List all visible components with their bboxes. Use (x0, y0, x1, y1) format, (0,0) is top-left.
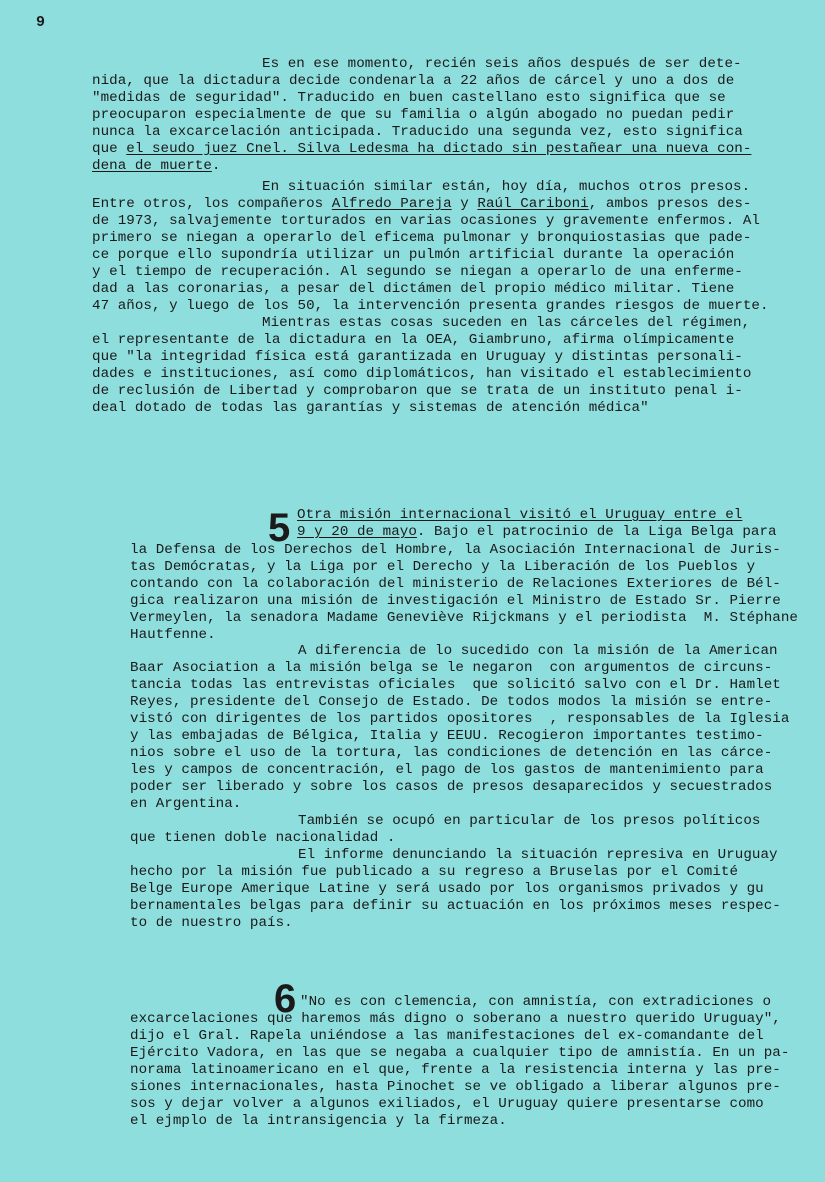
underlined-text: dena de muerte (92, 158, 212, 174)
text-line (92, 197, 751, 211)
text-line: el representante de la dictadura en la OEA, Giambruno, afirma olímpicamente (92, 332, 735, 348)
text-line: y el tiempo de recuperación. Al segundo se niegan a operarlo de una enferme- (92, 264, 743, 280)
text-line: excarcelaciones que haremos más digno o soberano a nuestro querido Uruguay", (130, 1011, 781, 1027)
text-line (297, 525, 777, 539)
text-line: Reyes, presidente del Consejo de Estado. De todos modos la misión se entre- (130, 694, 773, 710)
text-line: Belge Europe Amerique Latine y será usado por los organismos privados y gu (130, 881, 764, 897)
text-line: la Defensa de los Derechos del Hombre, la Asociación Internacional de Juris- (130, 542, 781, 558)
text-line: "medidas de seguridad". Traducido en buen castellano esto significa que se (92, 90, 726, 106)
text-line: nida, que la dictadura decide condenarla a 22 años de cárcel y uno a dos de (92, 73, 735, 89)
text-line: preocuparon especialmente de que su familia o algún abogado no puedan pedir (92, 107, 735, 123)
underlined-text: 9 y 20 de mayo (297, 524, 417, 540)
text-line: tancia todas las entrevistas oficiales que solicitó salvo con el Dr. Hamlet (130, 677, 781, 693)
text-line: to de nuestro país. (130, 915, 293, 931)
text-line: en Argentina. (130, 796, 242, 812)
text-line: de reclusión de Libertad y comprobaron que se trata de un instituto penal i- (92, 383, 743, 399)
text-span: . (211, 158, 221, 174)
text-line: Mientras estas cosas suceden en las cárceles del régimen, (262, 315, 751, 331)
text-span: que (92, 141, 127, 157)
section-number: 5 (268, 506, 291, 550)
text-line: Hautfenne. (130, 627, 216, 643)
text-line: También se ocupó en particular de los presos políticos (298, 813, 761, 829)
text-line (92, 142, 751, 156)
text-line: les y campos de concentración, el pago de los gastos de mantenimiento para (130, 762, 764, 778)
text-line: Ejército Vadora, en las que se negaba a cualquier tipo de amnistía. En un pa- (130, 1045, 790, 1061)
section-heading (297, 508, 742, 522)
text-line: dades e instituciones, así como diplomáticos, han visitado el establecimiento (92, 366, 752, 382)
text-line: nunca la excarcelación anticipada. Traducido una segunda vez, esto significa (92, 124, 743, 140)
text-line: dijo el Gral. Rapela uniéndose a las manifestaciones del ex-comandante del (130, 1028, 764, 1044)
text-line: El informe denunciando la situación represiva en Uruguay (298, 847, 778, 863)
text-line: Baar Asociation a la misión belga se le negaron con argumentos de circuns- (130, 660, 773, 676)
text-line: "No es con clemencia, con amnistía, con extradiciones o (300, 994, 772, 1010)
text-line (92, 159, 220, 173)
person-name: Alfredo Pareja (331, 196, 452, 212)
text-line: que tienen doble nacionalidad . (130, 830, 396, 846)
text-line: norama latinoamericano en el que, frente a la resistencia interna y las pre- (130, 1062, 781, 1078)
text-line: dad a las coronarias, a pesar del dictámen del propio médico militar. Tiene (92, 281, 735, 297)
text-line: deal dotado de todas las garantías y sistemas de atención médica" (92, 400, 649, 416)
page-number: 9 (36, 14, 46, 31)
text-line: En situación similar están, hoy día, muchos otros presos. (262, 179, 751, 195)
text-line: bernamentales belgas para definir su actuación en los próximos meses respec- (130, 898, 781, 914)
person-name: Raúl Cariboni (477, 196, 589, 212)
text-line: poder ser liberado y sobre los casos de presos desaparecidos y secuestrados (130, 779, 773, 795)
text-line: de 1973, salvajemente torturados en varias ocasiones y gravemente enfermos. Al (92, 213, 760, 229)
text-line: tas Demócratas, y la Liga por el Derecho y la Liberación de los Pueblos y (130, 559, 756, 575)
text-line: nios sobre el uso de la tortura, las condiciones de detención en las cárce- (130, 745, 773, 761)
text-span: . Bajo el patrocinio de la Liga Belga para (416, 524, 777, 540)
text-span: , ambos presos des- (588, 196, 752, 212)
text-line: Es en ese momento, recién seis años después de ser dete- (262, 56, 742, 72)
text-line: vistó con dirigentes de los partidos opositores , responsables de la Iglesia (130, 711, 790, 727)
text-span: y (451, 196, 478, 212)
text-line: ce porque ello supondría utilizar un pulmón artificial durante la operación (92, 247, 735, 263)
underlined-text: Otra misión internacional visitó el Uruguay entre el (297, 507, 743, 523)
text-line: primero se niegan a operarlo del eficema pulmonar y bronquiostasias que pade- (92, 230, 752, 246)
text-line: A diferencia de lo sucedido con la misión de la American (298, 643, 778, 659)
text-line: el ejmplo de la intransigencia y la firmeza. (130, 1113, 507, 1129)
text-line: Vermeylen, la senadora Madame Geneviève Rijckmans y el periodista M. Stéphane (130, 610, 798, 626)
text-line: sos y dejar volver a algunos exiliados, el Uruguay quiere presentarse como (130, 1096, 764, 1112)
text-line: y las embajadas de Bélgica, Italia y EEUU. Recogieron importantes testimo- (130, 728, 764, 744)
text-line: hecho por la misión fue publicado a su regreso a Bruselas por el Comité (130, 864, 739, 880)
section-number: 6 (274, 977, 297, 1021)
text-line: 47 años, y luego de los 50, la intervención presenta grandes riesgos de muerte. (92, 298, 769, 314)
text-span: Entre otros, los compañeros (92, 196, 332, 212)
text-line: que "la integridad física está garantizada en Uruguay y distintas personali- (92, 349, 743, 365)
text-line: siones internacionales, hasta Pinochet se ve obligado a liberar algunos pre- (130, 1079, 781, 1095)
text-line: contando con la colaboración del ministerio de Relaciones Exteriores de Bél- (130, 576, 781, 592)
underlined-text: el seudo juez Cnel. Silva Ledesma ha dictado sin pestañear una nueva con- (126, 141, 752, 157)
text-line: gica realizaron una misión de investigación el Ministro de Estado Sr. Pierre (130, 593, 781, 609)
